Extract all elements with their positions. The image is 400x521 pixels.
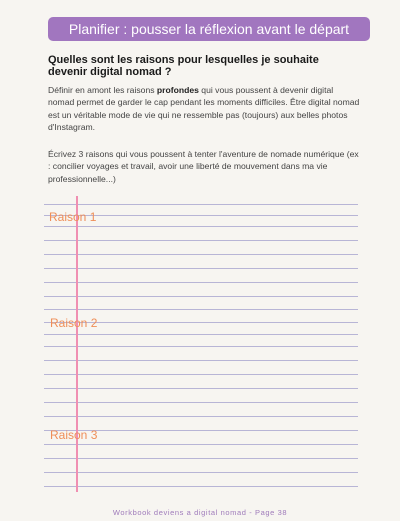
intro-emphasis: profondes xyxy=(156,85,199,95)
rule-line xyxy=(44,282,358,283)
section-banner: Planifier : pousser la réflexion avant le départ xyxy=(48,17,370,41)
rule-line xyxy=(44,360,358,361)
rule-line xyxy=(44,334,358,335)
margin-line xyxy=(76,196,78,492)
rule-line xyxy=(44,346,358,347)
rule-line xyxy=(44,444,358,445)
instructions-paragraph: Écrivez 3 raisons qui vous poussent à tenter l'aventure de nomade numérique (ex : concilier voyages et travail, avoir une liberté de mouvement dans ma vie professionnelle...) xyxy=(48,149,359,184)
reason-3-label: Raison 3 xyxy=(50,428,98,442)
reason-1-label: Raison 1 xyxy=(49,210,97,224)
intro-text-end: qui vous poussent à devenir digital nomad permet de garder le cap pendant les moments difficiles. Être digital nomad est un véritable mode de vie qui ne ressemble pas (toujours) aux belles photos d'Instagram. xyxy=(48,85,360,132)
intro-paragraph xyxy=(48,84,360,133)
ruled-writing-area[interactable] xyxy=(44,204,358,494)
rule-line xyxy=(44,416,358,417)
reason-2-label: Raison 2 xyxy=(50,316,98,330)
rule-line xyxy=(44,486,358,487)
rule-line xyxy=(44,240,358,241)
intro-text-start: Définir en amont les raisons xyxy=(48,85,157,95)
rule-line xyxy=(44,226,358,227)
rule-line xyxy=(44,458,358,459)
rule-line xyxy=(44,374,358,375)
rule-line xyxy=(44,254,358,255)
page-footer: Workbook deviens a digital nomad - Page 38 xyxy=(112,508,288,517)
rule-line xyxy=(44,388,358,389)
rule-line xyxy=(44,402,358,403)
rule-line xyxy=(44,204,358,205)
rule-line xyxy=(44,472,358,473)
rule-line xyxy=(44,309,358,310)
rule-line xyxy=(44,296,358,297)
rule-line xyxy=(44,268,358,269)
question-heading: Quelles sont les raisons pour lesquelles je souhaite devenir digital nomad ? xyxy=(48,54,319,78)
